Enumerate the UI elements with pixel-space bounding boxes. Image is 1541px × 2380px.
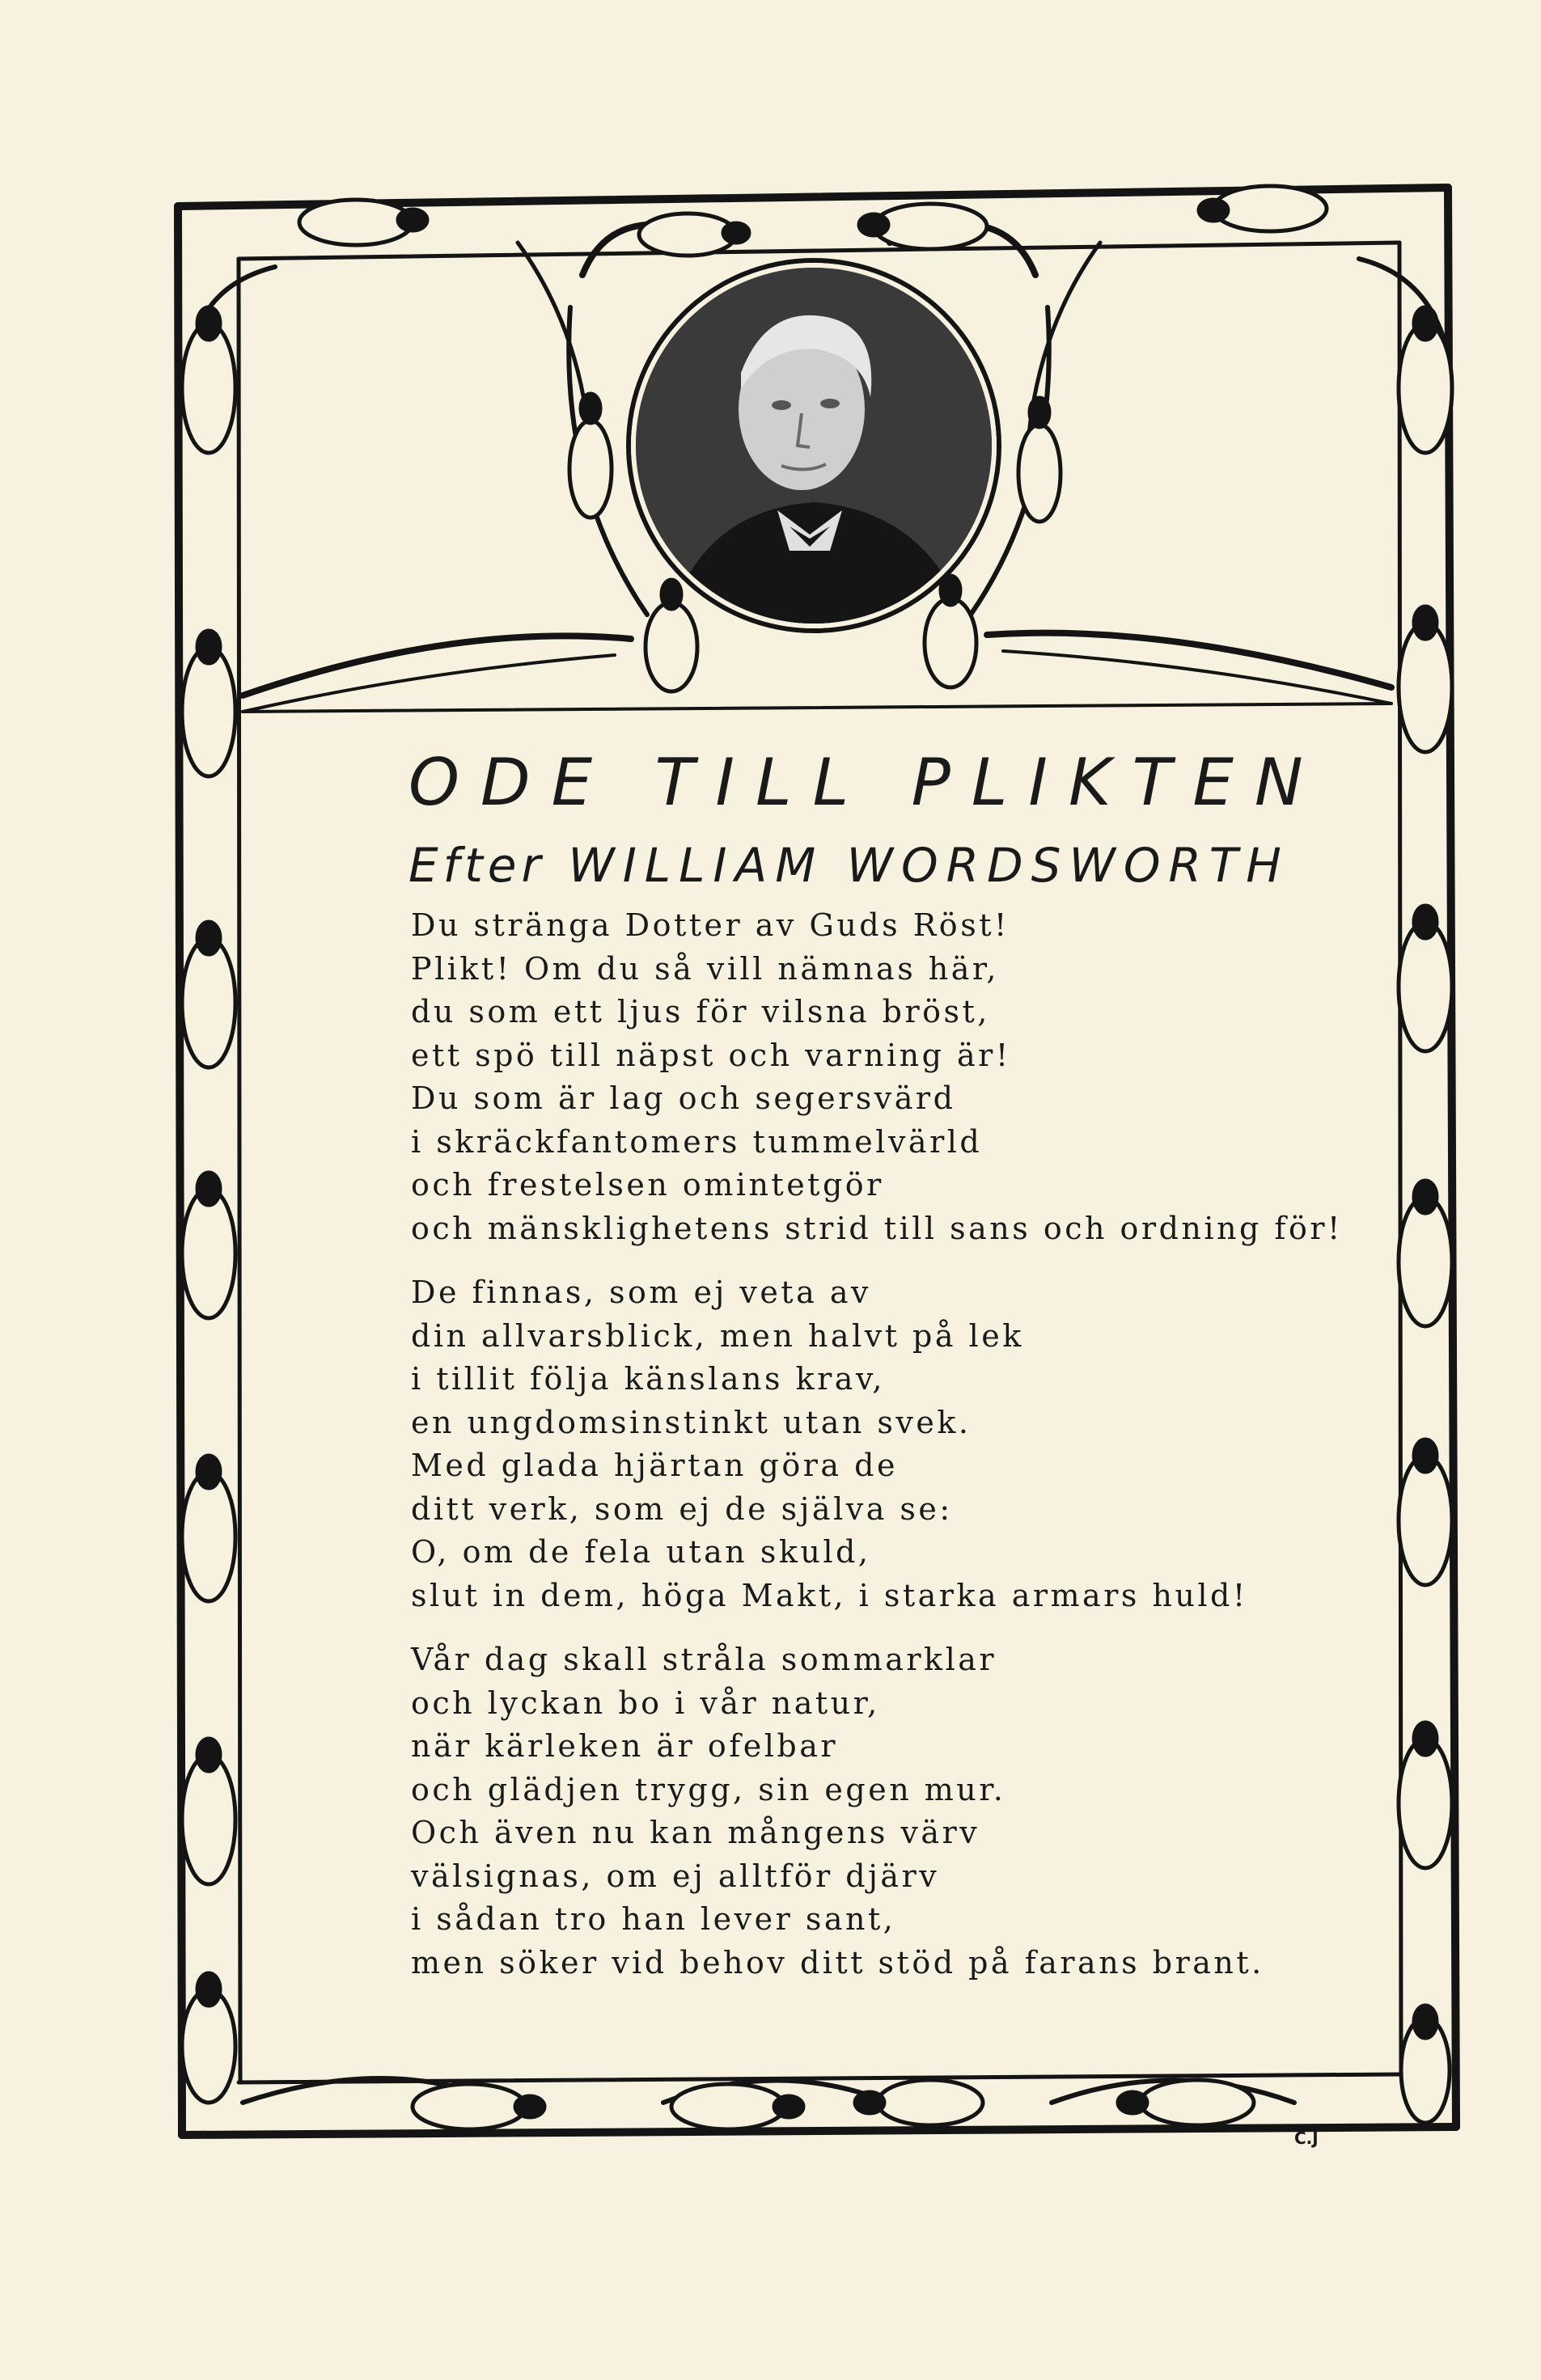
poem-line: och glädjen trygg, sin egen mur. [411, 1771, 1006, 1807]
poem-line: men söker vid behov ditt stöd på farans brant. [411, 1944, 1264, 1981]
snowdrop-left-2 [182, 631, 235, 776]
snowdrop-right-5 [1399, 1439, 1452, 1585]
poem-line: när kärleken är ofelbar [411, 1728, 839, 1764]
snowdrop-left-7 [182, 1973, 235, 2103]
frame-left-line [178, 206, 182, 2135]
poem-line: ett spö till näpst och varning är! [411, 1037, 1011, 1073]
snowdrop-left-3 [182, 922, 235, 1067]
poem-line: i skräckfantomers tummelvärld [411, 1123, 983, 1160]
snowdrop-bottom-1 [413, 2084, 544, 2129]
poem-line: Du stränga Dotter av Guds Röst! [411, 907, 1010, 943]
author-name: WILLIAM WORDSWORTH [568, 838, 1289, 893]
snowdrop-left-6 [182, 1739, 235, 1884]
author-portrait [631, 263, 997, 628]
snowdrop-bottom-3 [855, 2080, 983, 2125]
poem-line: du som ett ljus för vilsna bröst, [411, 994, 990, 1029]
poem-line: i tillit följa känslans krav, [411, 1361, 885, 1397]
poem-line: och lyckan bo i vår natur, [411, 1685, 880, 1721]
poem-line: i sådan tro han lever sant, [411, 1901, 896, 1937]
poem-line: Du som är lag och segersvärd [411, 1080, 956, 1116]
poem-line: din allvarsblick, men halvt på lek [411, 1317, 1024, 1354]
poem-line: O, om de fela utan skuld, [411, 1534, 871, 1570]
snowdrop-bottom-4 [1118, 2080, 1254, 2125]
stanza [411, 1638, 1349, 1985]
portrait-of-william-wordsworth-icon [636, 268, 992, 624]
artist-signature: C.J [1294, 2128, 1319, 2148]
poem-line: slut in dem, höga Makt, i starka armars huld! [411, 1577, 1248, 1613]
snowdrop-top-4 [639, 213, 749, 256]
poem-line: och mänsklighetens strid till sans och ordning för! [411, 1210, 1343, 1246]
snowdrop-top-2 [859, 204, 987, 249]
snowdrop-right-3 [1399, 906, 1452, 1051]
snowdrop-right-7 [1401, 2006, 1450, 2123]
snowdrop-right-1 [1399, 307, 1452, 453]
frame-bottom-line [182, 2127, 1456, 2135]
poem-body [411, 904, 1349, 2006]
snowdrop-portrait-right [1018, 398, 1060, 522]
snowdrop-portrait-left [569, 394, 612, 518]
snowdrop-bottom-2 [671, 2084, 803, 2129]
poem-line: Med glada hjärtan göra de [411, 1448, 898, 1483]
snowdrop-left-4 [182, 1173, 235, 1318]
subtitle-prefix: Efter [409, 838, 546, 893]
poem-subtitle [409, 833, 1379, 898]
stanza [411, 904, 1349, 1250]
poem-line: Och även nu kan mångens värv [411, 1815, 980, 1850]
snowdrop-right-4 [1399, 1181, 1452, 1326]
poem-line: och frestelsen omintetgör [411, 1167, 884, 1203]
poem-line: ditt verk, som ej de själva se: [411, 1490, 953, 1527]
poem-title: ODE TILL PLIKTEN [409, 745, 1324, 820]
snowdrop-right-2 [1399, 607, 1452, 752]
snowdrop-left-1 [182, 307, 235, 453]
snowdrop-portrait-bottom-right [925, 576, 976, 687]
poem-line: Plikt! Om du så vill nämnas här, [411, 950, 999, 987]
poem-line: Vår dag skall stråla sommarklar [411, 1642, 997, 1677]
snowdrop-left-5 [182, 1456, 235, 1601]
snowdrop-right-6 [1399, 1723, 1452, 1868]
poem-line: De finnas, som ej veta av [411, 1275, 871, 1310]
snowdrop-portrait-bottom-left [646, 580, 697, 691]
poem-line: en ungdomsinstinkt utan svek. [411, 1404, 972, 1440]
poem-line: välsignas, om ej alltför djärv [411, 1858, 940, 1894]
stanza [411, 1271, 1349, 1617]
